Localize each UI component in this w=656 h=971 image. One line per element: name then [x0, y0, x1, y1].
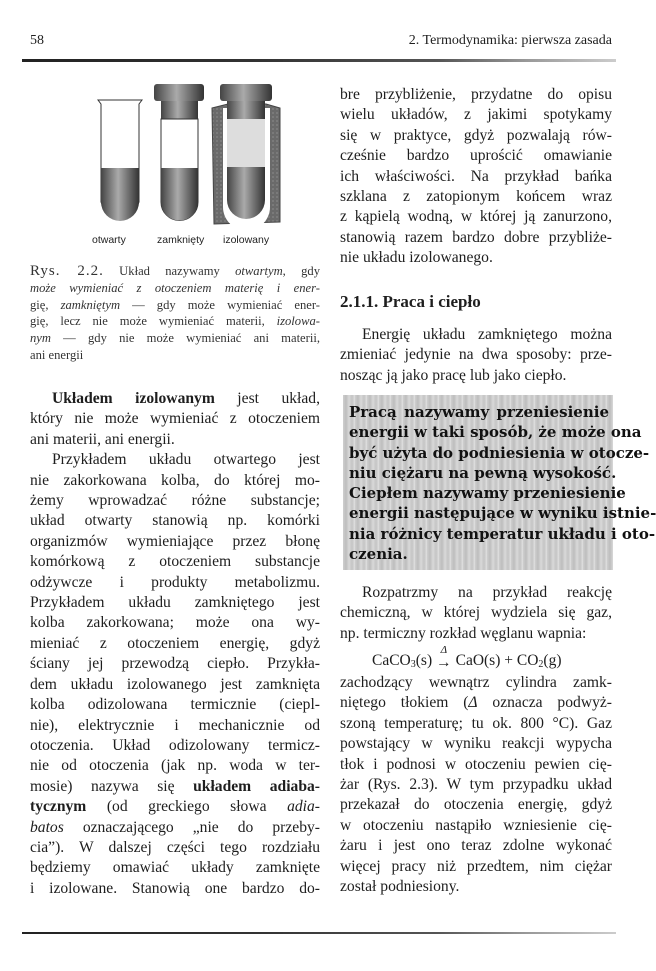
- text-line: [349, 503, 656, 523]
- text-segment: — gdy nie może wymieniać ani materii,: [50, 331, 320, 346]
- text-segment: się w praktyce, gdyż pozwalają rów-: [340, 126, 612, 144]
- eq-product-state: (g): [543, 652, 562, 669]
- text-line: [30, 330, 320, 347]
- text-segment: nie układu izolowanego.: [340, 249, 493, 267]
- text-line: [30, 347, 320, 364]
- text-segment: nia różnicy temperatur układu i oto-: [349, 524, 656, 543]
- text-segment: organizmów wymieniające przez błonę: [30, 532, 320, 550]
- text-line: [30, 797, 320, 817]
- text-segment: oznaczającego „nie do przeby-: [63, 818, 320, 836]
- text-segment: (od greckiego słowa: [86, 798, 288, 816]
- text-segment: żemy wprowadzać różne substancje;: [30, 492, 320, 510]
- text-line: [30, 532, 320, 552]
- text-segment: więcej pracy niż przedtem, nim ciężar: [340, 857, 612, 875]
- text-line: [30, 634, 320, 654]
- text-line: [30, 471, 320, 491]
- footer-rule: [22, 932, 616, 934]
- text-segment: nie), elektrycznie i mechanicznie od: [30, 716, 320, 734]
- text-segment: zamkniętym: [60, 297, 121, 312]
- text-segment: Ciepłem nazywamy przeniesienie: [349, 484, 626, 503]
- text-line: [340, 775, 612, 795]
- text-segment: oznacza podwyż-: [477, 694, 612, 712]
- text-line: [340, 248, 612, 268]
- text-segment: odżywcze i produkty metabolizmu.: [30, 573, 320, 591]
- text-segment: kolba zakorkowana; może ona wy-: [30, 614, 320, 632]
- text-line: [340, 325, 612, 345]
- text-line: [340, 624, 612, 644]
- figure-label-closed: zamknięty: [157, 234, 205, 246]
- text-line: [30, 654, 320, 674]
- text-line: [30, 297, 320, 314]
- text-line: [30, 756, 320, 776]
- text-line: [340, 207, 612, 227]
- text-line: [30, 716, 320, 736]
- text-segment: Układ nazywamy: [103, 264, 236, 278]
- text-segment: Układem izolowanym: [52, 390, 215, 407]
- figure-label-isolated: izolowany: [223, 234, 270, 246]
- text-line: [340, 228, 612, 248]
- text-line: [340, 146, 612, 166]
- text-segment: izolowa-: [276, 314, 320, 329]
- test-tubes-figure: [80, 72, 300, 232]
- reaction-description: [340, 673, 612, 897]
- figure-label-open: otwarty: [92, 234, 126, 246]
- text-segment: być użyta do podniesienia w otocze-: [349, 443, 650, 462]
- text-line: [340, 693, 612, 713]
- text-segment: i izolowane. Stanowią one bardzo do-: [30, 879, 320, 897]
- text-segment: który nie może wymieniać z otoczeniem: [30, 410, 320, 428]
- text-segment: mosie) nazywa się: [30, 777, 194, 795]
- text-segment: Przykładem układu zamkniętego jest: [30, 594, 320, 612]
- text-segment: z kąpielą wodną, w której ją zanurzono,: [340, 208, 612, 226]
- text-segment: Przykładem układu otwartego jest: [52, 451, 320, 469]
- text-line: [30, 263, 320, 280]
- text-segment: batos: [30, 818, 64, 836]
- text-line: [340, 673, 612, 693]
- text-segment: układem adiaba-: [193, 777, 321, 795]
- text-line: [340, 857, 612, 877]
- left-column-text: [30, 389, 320, 899]
- header-rule: [22, 59, 616, 62]
- text-segment: ani materii, ani energii.: [30, 430, 175, 448]
- text-segment: w otoczeniu nastąpiło wzniesienie cię-: [340, 816, 612, 834]
- text-line: [349, 544, 609, 564]
- text-segment: Pracą nazywamy przeniesienie: [349, 403, 609, 421]
- text-segment: np. termiczny rozkład węglanu wapnia:: [340, 624, 587, 642]
- text-line: [340, 126, 612, 146]
- text-line: [340, 755, 612, 775]
- text-line: [340, 345, 612, 365]
- text-segment: może wymieniać z otoczeniem materię i ener-: [30, 280, 320, 295]
- text-segment: Rys. 2.2.: [30, 263, 104, 279]
- text-segment: przekazał do otoczenia energię, gdyż: [340, 796, 612, 814]
- text-segment: wielu układów, z jakimi spotykamy: [340, 106, 612, 124]
- text-segment: gię, lecz nie może wymieniać materii,: [30, 314, 277, 329]
- eq-reactant-state: (s): [415, 652, 433, 669]
- text-segment: szoną temperaturę; tu ok. 800 °C). Gaz: [340, 714, 612, 732]
- definition-text: [349, 402, 656, 564]
- text-segment: jest układ,: [214, 390, 320, 407]
- text-line: [30, 838, 320, 858]
- running-header: 2. Termodynamika: pierwsza zasada: [408, 33, 612, 48]
- text-line: [30, 879, 320, 899]
- text-segment: zachodzący wewnątrz cylindra zamk-: [340, 674, 612, 691]
- text-line: [30, 491, 320, 511]
- chemical-equation: [372, 645, 561, 670]
- text-line: [30, 613, 320, 633]
- text-segment: energii następujące w wyniku istnie-: [349, 504, 656, 523]
- text-line: [30, 573, 320, 593]
- text-segment: został podniesiony.: [340, 878, 460, 896]
- text-line: [340, 583, 612, 603]
- text-segment: szklana z zatopionym końcem wraz: [340, 188, 612, 206]
- text-segment: , gdy: [282, 264, 320, 278]
- text-segment: ani energii: [30, 347, 84, 362]
- text-segment: zmieniać jedynie na dwa sposoby: prze-: [340, 346, 612, 364]
- eq-product-sub: 2: [538, 659, 544, 670]
- text-line: [340, 795, 612, 815]
- text-line: [340, 85, 612, 105]
- text-segment: tłok i podnosi w otoczeniu pewien cię-: [340, 755, 612, 773]
- text-segment: Rozpatrzmy na przykład reakcję: [362, 584, 612, 601]
- text-segment: dem układu izolowanego jest zamknięta: [30, 675, 320, 693]
- text-line: [30, 858, 320, 878]
- text-segment: nosząc ją jako pracę lub jako ciepło.: [340, 366, 567, 384]
- text-segment: będziemy omawiać układy zamknięte: [30, 859, 320, 877]
- text-segment: Energię układu zamkniętego można: [362, 326, 612, 343]
- text-line: [340, 167, 612, 187]
- text-segment: otoczenia. Układ odizolowany termicz-: [30, 736, 320, 754]
- text-segment: nie zakorkowana kolba, do której mo-: [30, 471, 320, 489]
- text-segment: kolba odizolowana termicznie (ciepl-: [30, 696, 320, 714]
- text-line: [349, 402, 609, 422]
- text-segment: stanowią razem bardzo dobre przybliże-: [340, 228, 612, 246]
- text-segment: gię,: [30, 297, 61, 312]
- text-line: [30, 450, 320, 470]
- text-line: [30, 552, 320, 572]
- text-segment: układ otwarty stanowią np. komórki: [30, 512, 320, 530]
- text-line: [30, 389, 320, 409]
- text-line: [340, 187, 612, 207]
- text-line: [349, 463, 617, 483]
- open-tube: [98, 100, 142, 221]
- text-line: [340, 836, 612, 856]
- text-segment: żar (Rys. 2.3). W tym przypadku układ: [340, 776, 612, 794]
- text-line: [30, 511, 320, 531]
- text-segment: adia-: [287, 798, 320, 816]
- text-segment: otwartym: [235, 264, 283, 278]
- closed-tube: [154, 84, 204, 221]
- eq-products: CaO(s) + CO: [455, 652, 539, 669]
- text-line: [30, 818, 320, 838]
- text-line: [30, 430, 320, 450]
- text-segment: nie od otoczenia (jak np. woda w ter-: [30, 757, 320, 775]
- eq-arrow-label: Δ: [440, 644, 448, 656]
- text-line: [349, 483, 626, 503]
- text-segment: — gdy może wymieniać ener-: [120, 297, 320, 312]
- text-segment: bre przybliżenie, przydatne do opisu: [340, 86, 612, 103]
- right-column-paragraph: [340, 85, 612, 269]
- text-line: [30, 280, 320, 297]
- text-segment: żaru i jest ono teraz zdolne wykonać: [340, 837, 612, 855]
- intro-paragraph: [340, 325, 612, 386]
- page-number: 58: [30, 33, 44, 48]
- arrow-right-icon: →: [436, 654, 452, 671]
- text-segment: ściany jej przewodzą ciepło. Przykła-: [30, 655, 320, 673]
- text-segment: niętego tłokiem (: [340, 694, 469, 712]
- text-line: [340, 877, 612, 897]
- text-line: [340, 816, 612, 836]
- figure-caption: [30, 263, 320, 364]
- text-line: [340, 603, 612, 623]
- text-segment: niu ciężaru na pewną wysokość.: [349, 463, 617, 482]
- text-line: [30, 409, 320, 429]
- eq-arrow: [436, 645, 452, 670]
- text-segment: tycznym: [30, 798, 87, 816]
- text-line: [30, 593, 320, 613]
- text-line: [340, 366, 612, 386]
- text-line: [30, 736, 320, 756]
- text-segment: chemiczną, w której wydziela się gaz,: [340, 604, 612, 622]
- text-segment: powstający w wyniku reakcji wypycha: [340, 735, 612, 753]
- text-line: [30, 313, 320, 330]
- text-line: [340, 714, 612, 734]
- text-segment: cześnie bardzo uprościć omawianie: [340, 147, 612, 165]
- text-segment: cia”). W dalszej części tego rozdziału: [30, 838, 320, 856]
- text-line: [340, 105, 612, 125]
- eq-reactant: CaCO: [372, 652, 411, 669]
- section-heading: 2.1.1. Praca i ciepło: [340, 292, 481, 311]
- text-segment: Δ: [468, 694, 478, 712]
- text-line: [30, 777, 320, 797]
- text-segment: komórkową z otoczeniem substancje: [30, 553, 320, 571]
- text-line: [30, 695, 320, 715]
- text-segment: ich właściwości. Na przykład bańka: [340, 167, 612, 185]
- text-segment: energii w taki sposób, że może ona: [349, 423, 642, 442]
- text-line: [349, 524, 656, 544]
- reaction-paragraph: [340, 583, 612, 644]
- text-line: [349, 422, 642, 442]
- text-segment: nym: [30, 331, 51, 346]
- text-line: [349, 443, 650, 463]
- text-segment: czenia.: [349, 545, 408, 564]
- text-line: [30, 675, 320, 695]
- text-line: [340, 734, 612, 754]
- text-segment: mieniać z otoczeniem energię, gdyż: [30, 634, 320, 652]
- isolated-tube: [212, 84, 280, 230]
- eq-reactant-sub: 3: [410, 659, 416, 670]
